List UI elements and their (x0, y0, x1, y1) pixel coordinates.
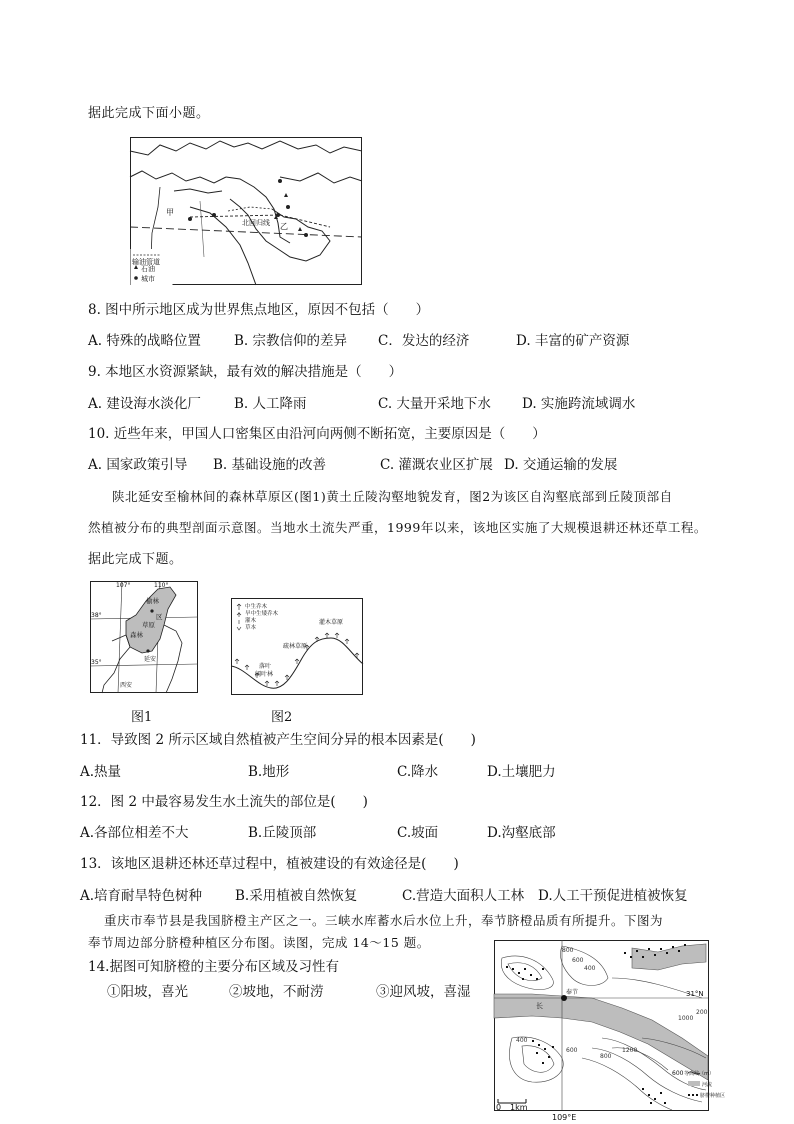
passage2-line2: 然植被分布的典型剖面示意图。当地水土流失严重，1999年以来，该地区实施了大规模退耕还林还草工程。 (88, 520, 707, 535)
map1-label-yi: 乙 (280, 222, 288, 231)
map3-contour-2: 600 (572, 957, 584, 964)
map3-legend-orchard: 脐橙种植区 (700, 1093, 726, 1099)
map1-legend-oil: 石油 (141, 265, 155, 273)
fig1-lon1: 107° (116, 582, 131, 589)
q8-stem: 8. 图中所示地区成为世界焦点地区，原因不包括（ ） (88, 302, 430, 318)
fig1-city-yanan: 延安 (144, 656, 157, 663)
map3-contour-7: 800 (600, 1053, 612, 1060)
map3-contour-4: 200 (696, 1009, 708, 1016)
intro-text: 据此完成下面小题。 (88, 106, 210, 121)
map3-river-label: 长 (536, 1002, 543, 1010)
fig1-region-grass: 草原 (142, 621, 155, 629)
fig2-legend-tree: 中生乔木 (245, 604, 268, 610)
q8-option-a: A. 特殊的战略位置 (88, 333, 201, 349)
map3-lon: 109°E (552, 1113, 577, 1122)
passage3-line2: 奉节周边部分脐橙种植区分布图。读图，完成 14～15 题。 (88, 935, 430, 950)
q12-option-a: A.各部位相差不大 (80, 825, 189, 841)
map3-contour-5: 1000 (678, 1015, 694, 1022)
q14-option-2: ②坡地，不耐涝 (229, 984, 324, 1000)
q14-stem: 14.据图可知脐橙的主要分布区域及习性有 (88, 959, 339, 975)
fig2-legend-herb: 草本 (245, 625, 257, 631)
q10-option-c: C. 灌溉农业区扩展 (380, 457, 493, 473)
fig2-label-bottom1: 落叶 (259, 663, 272, 670)
map3-contour-8: 400 (516, 1037, 528, 1044)
map1-label-jia: 甲 (166, 208, 174, 217)
fig2-legend-small-tree: 旱中生矮乔木 (245, 611, 279, 617)
map3-town-label: 奉节 (566, 989, 579, 996)
fig2-label-slope: 疏林草原 (283, 643, 308, 650)
map3-lat: 31°N (686, 990, 704, 998)
q8-option-b: B. 宗教信仰的差异 (234, 333, 348, 349)
q14-option-3: ③迎风坡，喜湿 (376, 984, 471, 1000)
figure2-caption: 图2 (271, 710, 293, 725)
q13-option-b: B.采用植被自然恢复 (235, 888, 358, 904)
q13-option-c: C.营造大面积人工林 (402, 888, 525, 904)
middle-east-map (130, 137, 362, 285)
q12-stem: 12．图 2 中最容易发生水土流失的部位是( ) (80, 794, 368, 810)
fig1-region-qu: 区 (156, 613, 163, 621)
figure1-caption: 图1 (131, 710, 153, 725)
map3-legend-value: 600 (672, 1070, 684, 1077)
q9-option-a: A. 建设海水淡化厂 (88, 396, 201, 412)
map1-legend-city: 城市 (141, 275, 155, 283)
map3-legend-contour: 等高线（m） (684, 1071, 714, 1077)
q10-option-b: B. 基础设施的改善 (213, 457, 327, 473)
fig1-region-forest: 森林 (130, 631, 143, 639)
q11-option-c: C.降水 (397, 764, 439, 780)
q10-option-d: D. 交通运输的发展 (504, 457, 618, 473)
fig1-city-xian: 西安 (120, 682, 133, 689)
map1-legend-pipeline: 输油管道 (132, 258, 160, 266)
map1-label-tropic: 北回归线 (242, 219, 270, 227)
q12-option-d: D.沟壑底部 (487, 825, 556, 841)
q13-option-d: D.人工干预促进植被恢复 (538, 888, 688, 904)
q9-option-c: C. 大量开采地下水 (378, 396, 491, 412)
map3-contour-1: 800 (562, 947, 574, 954)
map3-contour-6: 1200 (622, 1047, 638, 1054)
q11-option-b: B.地形 (248, 764, 290, 780)
q8-option-c: C．发达的经济 (378, 333, 470, 349)
map3-contour-3: 400 (584, 965, 596, 972)
map3-scale-1km: 1km (510, 1103, 528, 1112)
fig2-label-top: 灌木草原 (319, 619, 344, 626)
fig1-lon2: 110° (154, 582, 169, 589)
q11-stem: 11．导致图 2 所示区域自然植被产生空间分异的根本因素是( ) (80, 732, 476, 748)
fig1-lat2: 35° (91, 659, 102, 666)
map3-legend-river: 河流 (702, 1082, 713, 1088)
q9-stem: 9. 本地区水资源紧缺，最有效的解决措施是（ ） (88, 364, 403, 380)
passage2-line1: 陕北延安至榆林间的森林草原区(图1)黄土丘陵沟壑地貌发育，图2为该区自沟壑底部到丘陵顶部自 (112, 489, 673, 504)
q11-option-a: A.热量 (80, 764, 122, 780)
q9-option-d: D. 实施跨流域调水 (522, 396, 636, 412)
q8-option-d: D. 丰富的矿产资源 (516, 333, 630, 349)
q10-option-a: A. 国家政策引导 (88, 457, 188, 473)
q11-option-d: D.土壤肥力 (487, 764, 556, 780)
fig1-region-yulin: 榆林 (146, 597, 159, 605)
figure1-map (90, 581, 198, 693)
q12-option-b: B.丘陵顶部 (248, 825, 317, 841)
fig2-legend-shrub: 灌木 (245, 618, 257, 624)
fengjie-orange-map (492, 938, 726, 1122)
fig1-lat1: 38° (91, 612, 102, 619)
q13-option-a: A.培育耐旱特色树种 (80, 888, 203, 904)
figure2-profile (231, 598, 363, 695)
q10-stem: 10. 近些年来，甲国人口密集区由沿河向两侧不断拓宽，主要原因是（ ） (88, 426, 546, 442)
passage3-line1: 重庆市奉节县是我国脐橙主产区之一。三峡水库蓄水后水位上升，奉节脐橙品质有所提升。下图为 (104, 913, 664, 928)
q9-option-b: B. 人工降雨 (234, 396, 307, 412)
q14-option-1: ①阳坡，喜光 (107, 984, 188, 1000)
fig2-label-bottom2: 阔叶林 (255, 671, 274, 678)
map3-contour-9: 600 (566, 1047, 578, 1054)
q12-option-c: C.坡面 (397, 825, 439, 841)
q13-stem: 13．该地区退耕还林还草过程中，植被建设的有效途径是( ) (80, 856, 459, 872)
passage2-line3: 据此完成下题。 (88, 552, 183, 567)
map3-scale-0: 0 (496, 1103, 502, 1112)
